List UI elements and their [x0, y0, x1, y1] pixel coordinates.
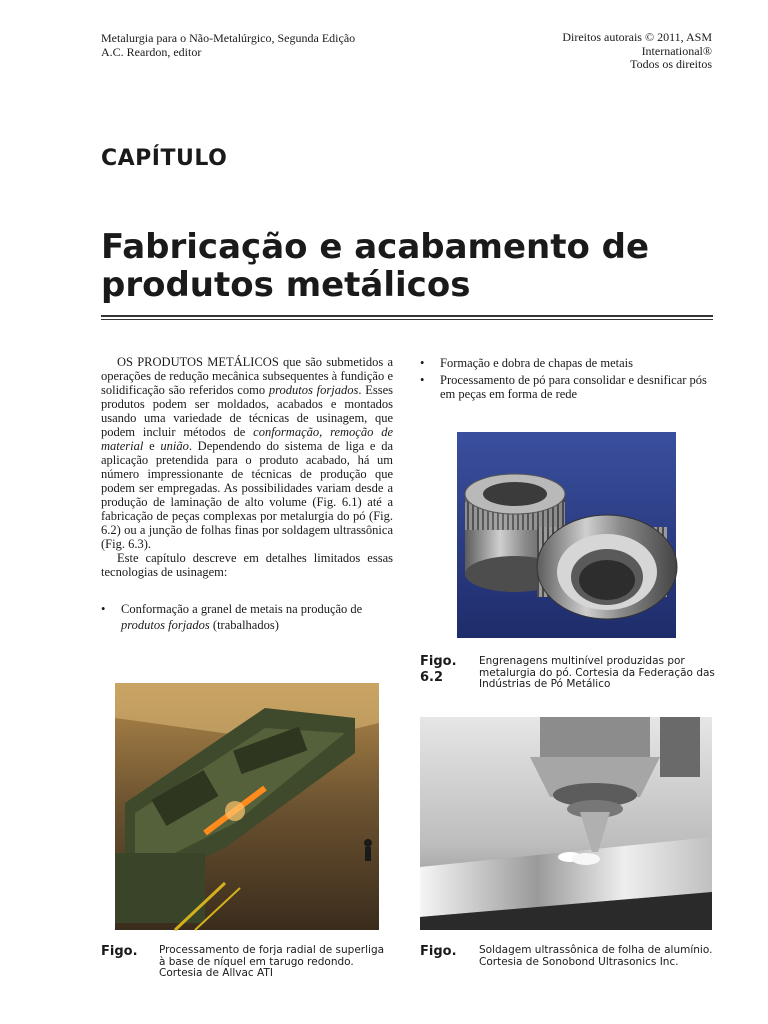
figure-6-1-label: Figo. [101, 944, 138, 959]
figure-6-2-label: Figo. 6.2 [420, 654, 457, 685]
list-item: • Formação e dobra de chapas de metais [420, 356, 633, 370]
title-rule-thin [101, 319, 713, 320]
list-item: • Processamento de pó para consolidar e desnificar pós em peças em forma de rede [420, 372, 707, 401]
figure-6-3-label: Figo. [420, 944, 457, 959]
intro-text-3: e [143, 439, 161, 453]
rights-line: Todos os direitos [630, 57, 712, 71]
figure-forging-photo [115, 683, 379, 930]
running-header-left [101, 31, 355, 59]
intro-text-4: . Dependendo do sistema de liga e da aplicação pretendida para o produto acabado, há um número impressionante de técnicas de produção que podem ser empregadas. As possibilidades variam desde a produção de laminação de alto volume (Fig. 6.1) até a fabricação de peças complexas por metalurgia do pó (Fig. 6.2) ou a junção de folhas finas por soldagem ultrassônica (Fig. 6.3). [101, 439, 393, 551]
list-item: • Conformação a granel de metais na produção de produtos forjados (trabalhados) [101, 602, 363, 632]
figure-6-3-caption: Soldagem ultrassônica de folha de alumínio. Cortesia de Sonobond Ultrasonics Inc. [479, 944, 713, 968]
book-editor: A.C. Reardon, editor [101, 45, 202, 59]
intro-term-methods: conformação, remoção de material [101, 425, 393, 453]
running-header-right [512, 31, 712, 71]
figure-6-1-caption: Processamento de forja radial de superliga à base de níquel em tarugo redondo. Cortesia de Allvac ATI [159, 944, 385, 979]
bullet-icon: • [420, 356, 425, 370]
intro-paragraph [101, 355, 393, 551]
bullet-icon: • [420, 372, 425, 387]
figure-welding-photo [420, 717, 712, 930]
chapter-title: Fabricação e acabamento de produtos metálicos [101, 227, 650, 305]
bullet-list-right [420, 356, 720, 404]
bullet-list-left [101, 601, 393, 633]
body-text-left-column [101, 355, 393, 579]
intro-text-1: OS PRODUTOS METÁLICOS que são submetidos a operações de redução mecânica subsequentes à fundição e solidificação são referidos como [101, 355, 393, 397]
intro-text-2: . Esses produtos podem ser moldados, acabados e montados usando uma variedade de técnicas de usinagem, que podem incluir métodos de [101, 383, 393, 439]
scope-paragraph: Este capítulo descreve em detalhes limitados essas tecnologias de usinagem: [101, 551, 393, 579]
book-title: Metalurgia para o Não-Metalúrgico, Segunda Edição [101, 31, 356, 45]
bullet-icon: • [101, 602, 106, 616]
intro-term-joining: união [160, 439, 189, 453]
figure-gears-photo [457, 432, 676, 638]
copyright-line: Direitos autorais © 2011, ASM [562, 30, 712, 44]
figure-6-2-caption: Engrenagens multinível produzidas por metalurgia do pó. Cortesia da Federação das Indústrias de Pó Metálico [479, 655, 715, 690]
intro-term-wrought: produtos forjados [268, 383, 359, 397]
chapter-label: CAPÍTULO [101, 146, 228, 171]
publisher-line: International® [641, 43, 712, 58]
title-rule-thick [101, 315, 713, 317]
